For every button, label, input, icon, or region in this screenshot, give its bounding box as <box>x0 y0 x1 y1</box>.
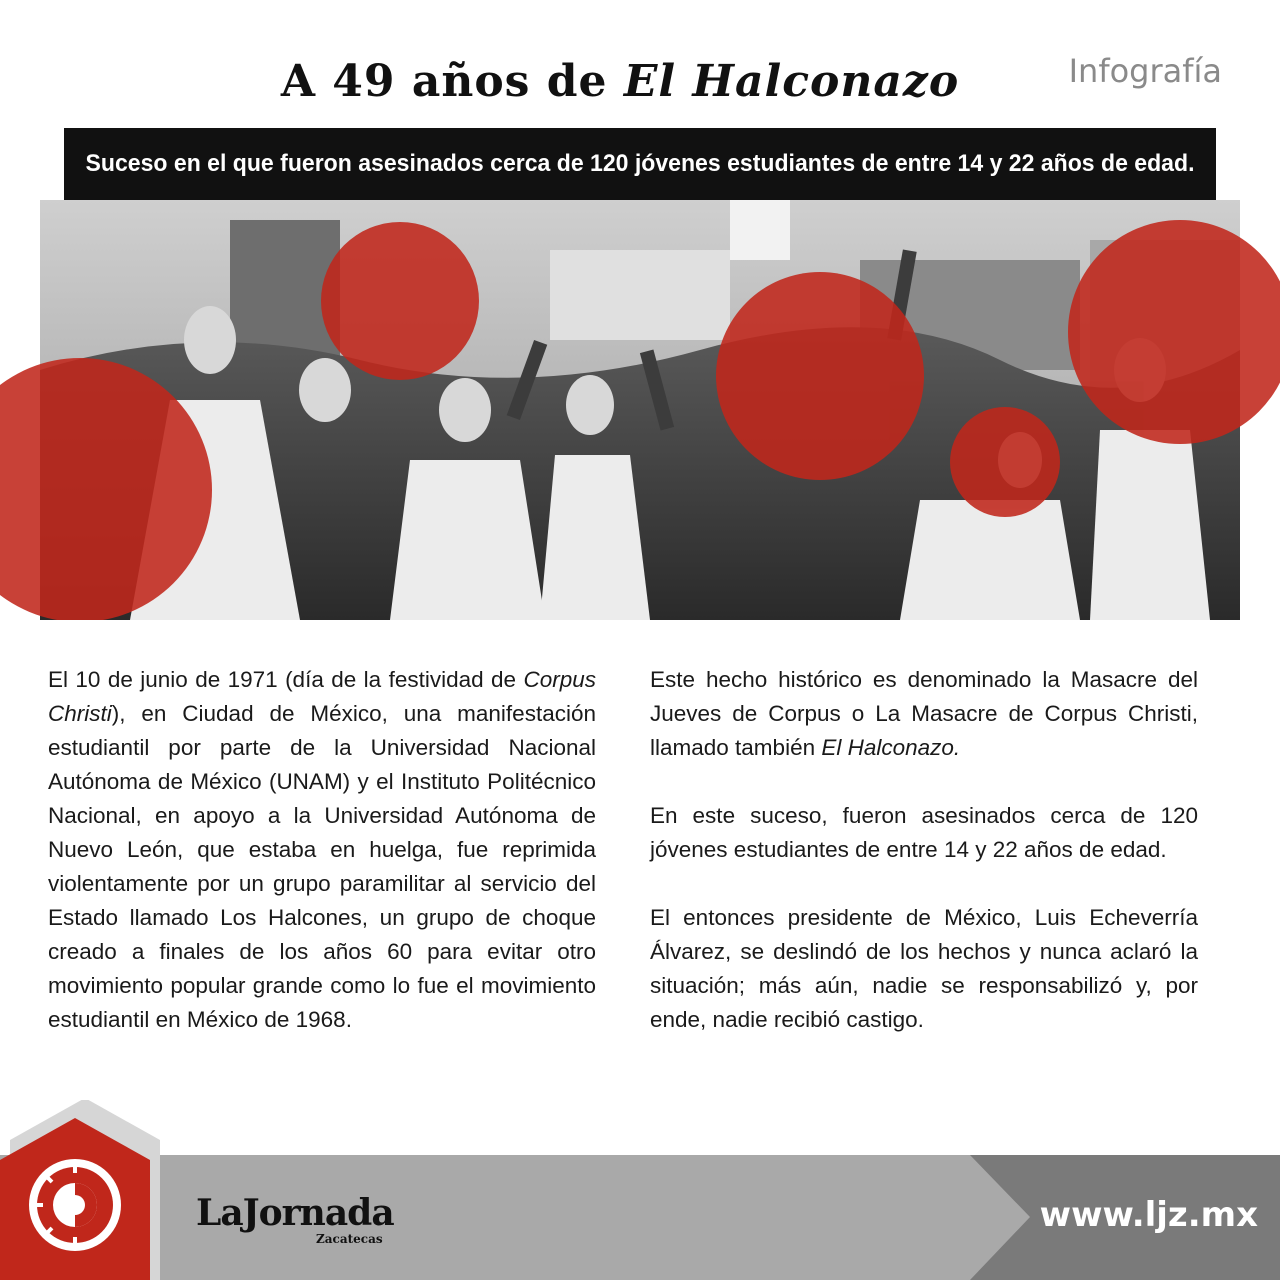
footer-bar <box>0 1100 1280 1280</box>
paragraph: El entonces presidente de México, Luis Echeverría Álvarez, se deslindó de los hechos y nunca aclaró la situación; más aún, nadie se responsabilizó y, por ende, nadie recibió castigo. <box>650 905 1198 1032</box>
website-link[interactable]: www.ljz.mx <box>1039 1195 1258 1235</box>
title-italic: El Halconazo <box>623 56 960 107</box>
paragraph: El 10 de junio de 1971 (día de la festividad de Corpus Christi), en Ciudad de México, una manifestación estudiantil por parte de la Universidad Nacional Autónoma de México (UNAM) y el Instituto Politécnico Nacional, en apoyo a la Universidad Autónoma de Nuevo León, que estaba en huelga, fue reprimida violentamente por un grupo paramilitar al servicio del Estado llamado Los Halcones, un grupo de choque creado a finales de los años 60 para evitar otro movimiento popular grande como lo fue el movimiento estudiantil en México de 1968. <box>48 667 596 1032</box>
page-title <box>0 56 1240 107</box>
protest-photo <box>0 200 1280 620</box>
sun-logo-icon <box>29 1159 121 1251</box>
body-column-left <box>48 663 596 1071</box>
body-column-right <box>650 663 1198 1071</box>
section-tag: Infografía <box>1068 52 1222 90</box>
paragraph: En este suceso, fueron asesinados cerca de 120 jóvenes estudiantes de entre 14 y 22 años de edad. <box>650 803 1198 862</box>
brand-subtitle: Zacatecas <box>316 1232 383 1246</box>
paragraph: Este hecho histórico es denominado la Masacre del Jueves de Corpus o La Masacre de Corpus Christi, llamado también El Halconazo. <box>650 667 1198 760</box>
summary-banner: Suceso en el que fueron asesinados cerca de 120 jóvenes estudiantes de entre 14 y 22 años de edad. <box>64 128 1216 200</box>
brand-logo-text: LaJornada <box>196 1192 394 1234</box>
title-text: A 49 años de <box>280 56 624 107</box>
